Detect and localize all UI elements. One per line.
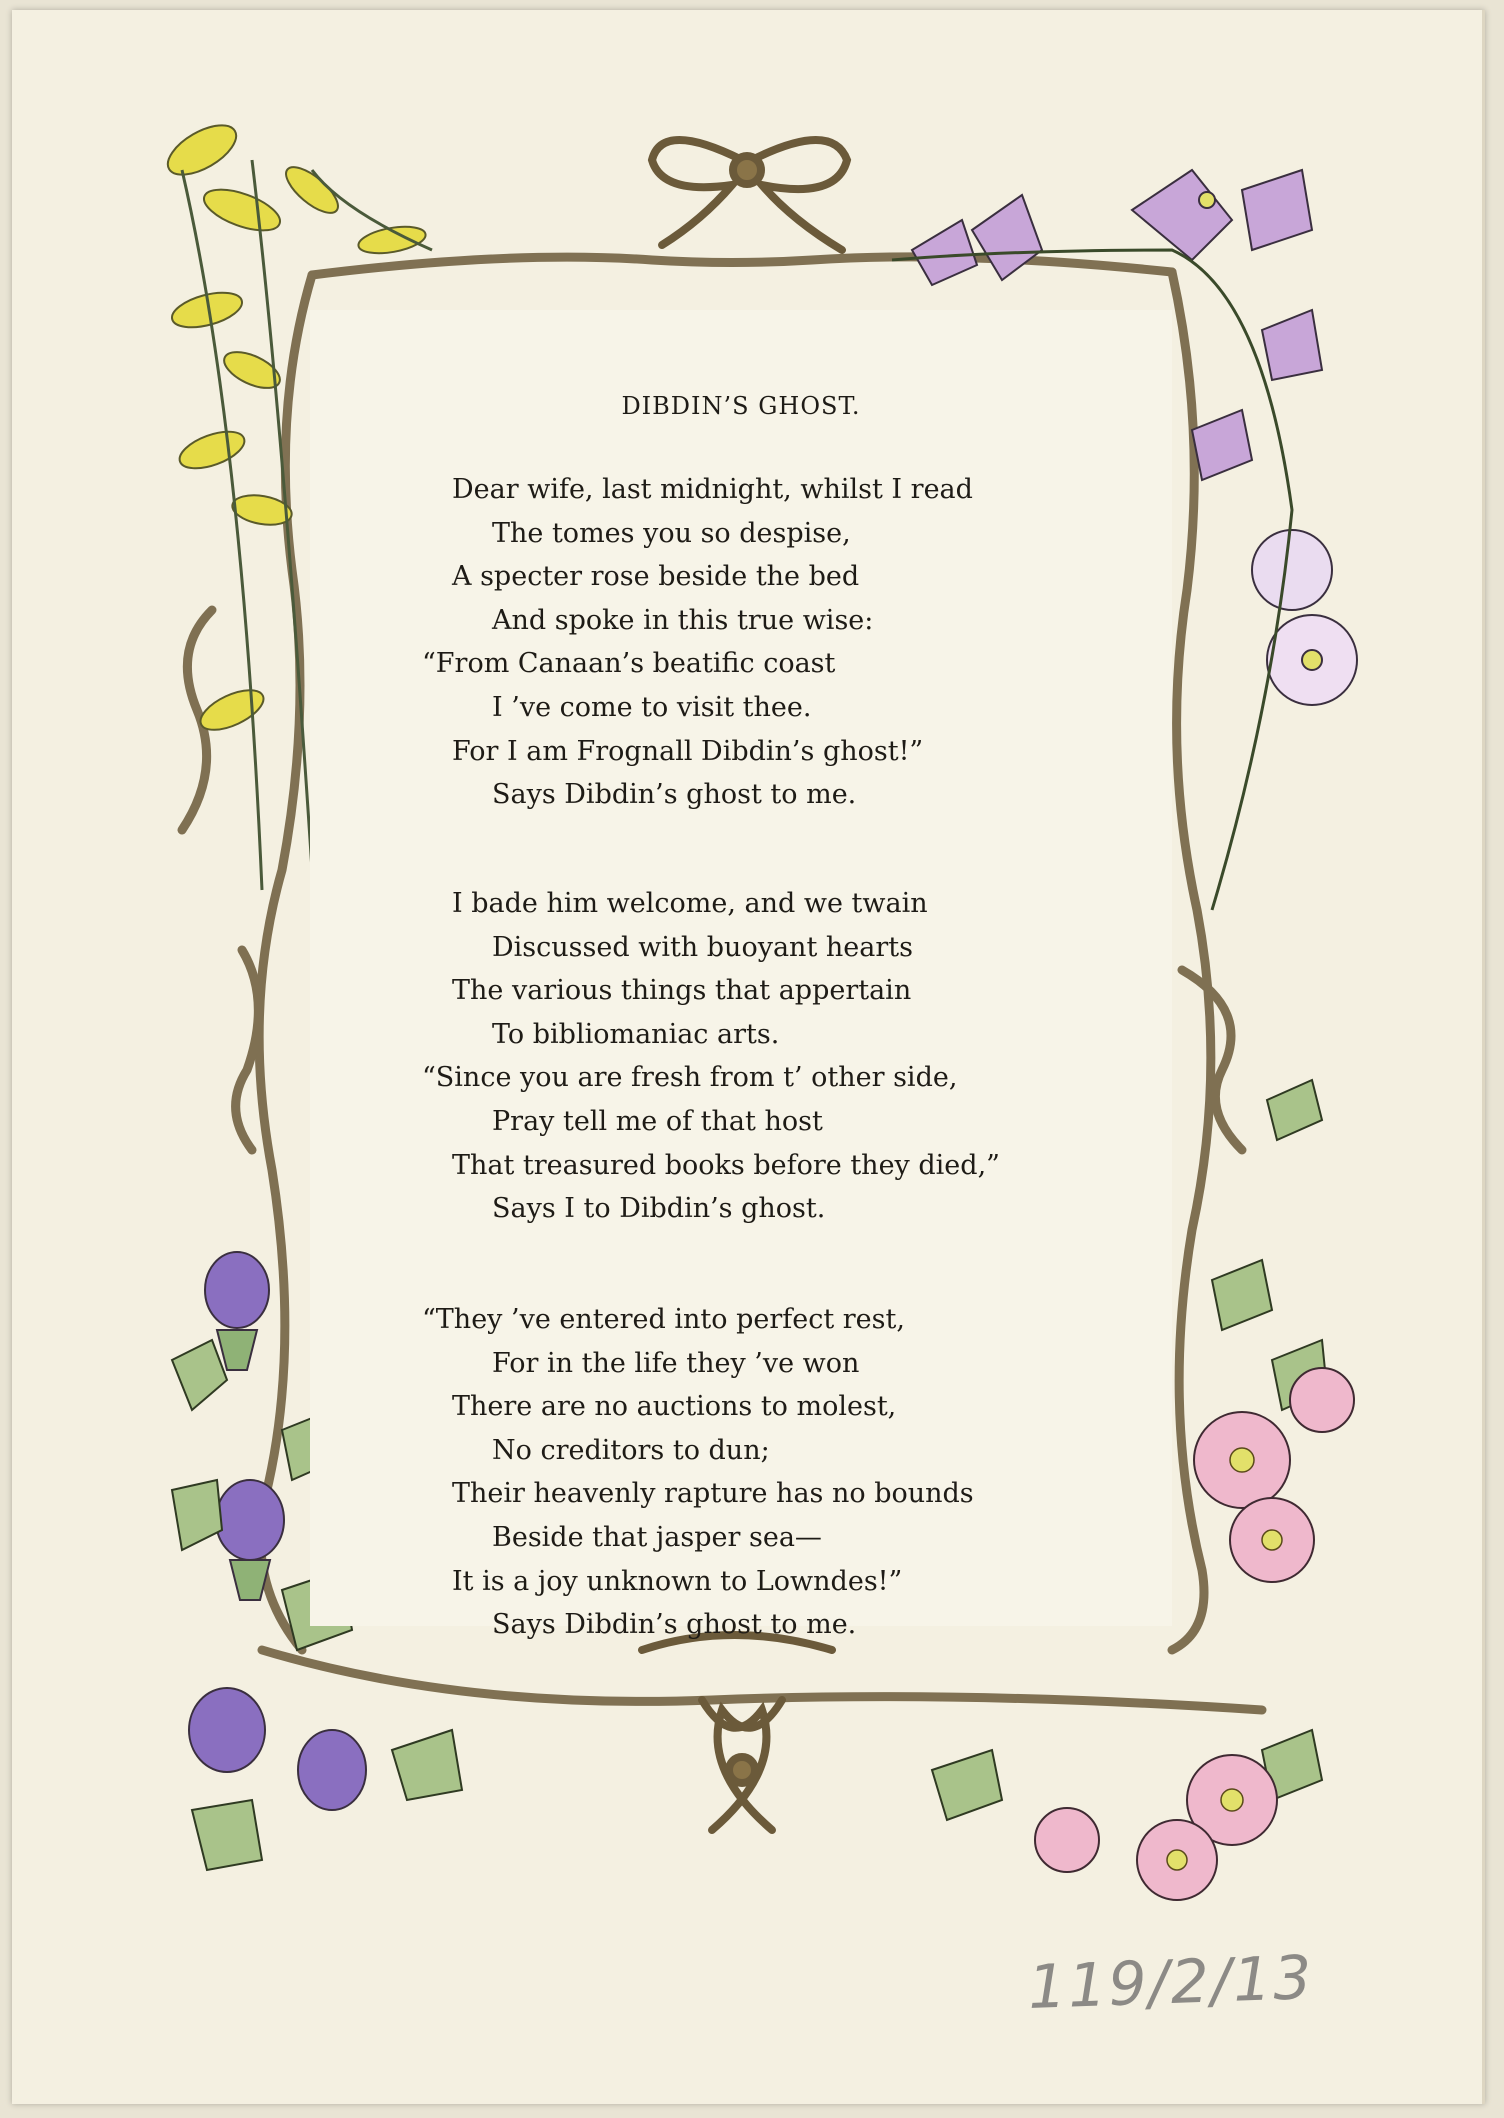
stanza-2: [422, 882, 1162, 1231]
poem-line: Says Dibdin’s ghost to me.: [492, 779, 857, 811]
poem-line: Their heavenly rapture has no bounds: [452, 1478, 974, 1510]
poem-line: “They ’ve entered into perfect rest,: [422, 1304, 905, 1335]
poem-line: Dear wife, last midnight, whilst I read: [452, 474, 973, 505]
poem-line: I bade him welcome, and we twain: [452, 888, 928, 919]
poem-line: For I am Frognall Dibdin’s ghost!”: [452, 735, 924, 767]
poem-line: No creditors to dun;: [492, 1434, 770, 1466]
poem-line: Discussed with buoyant hearts: [492, 931, 913, 963]
poem-line: For in the life they ’ve won: [492, 1347, 860, 1379]
poem-line: Pray tell me of that host: [492, 1105, 823, 1137]
book-page: [12, 10, 1485, 2104]
poem-line: That treasured books before they died,”: [452, 1149, 1000, 1181]
poem-line: I ’ve come to visit thee.: [492, 691, 812, 723]
poem-line: The various things that appertain: [452, 975, 912, 1007]
poem-line: Beside that jasper sea—: [492, 1521, 822, 1553]
poem-line: The tomes you so despise,: [492, 517, 851, 549]
stanza-3: [422, 1298, 1162, 1647]
poem-line: “From Canaan’s beatific coast: [422, 648, 836, 680]
poem-line: “Since you are fresh from t’ other side,: [422, 1062, 958, 1094]
poem-line: Says I to Dibdin’s ghost.: [492, 1193, 826, 1225]
top-ribbon-bow: [652, 140, 847, 250]
pencil-catalog-number: 119/2/13: [1026, 1943, 1315, 2023]
poem-line: And spoke in this true wise:: [492, 604, 874, 636]
poem-line: It is a joy unknown to Lowndes!”: [452, 1565, 903, 1597]
poem-title: DIBDIN’S GHOST.: [621, 392, 861, 420]
poem-line: There are no auctions to molest,: [452, 1391, 897, 1423]
poem-line: Says Dibdin’s ghost to me.: [492, 1609, 857, 1641]
poem-line: A specter rose beside the bed: [452, 561, 860, 593]
stanza-1: [422, 468, 1162, 817]
bottom-ribbon-knot: [642, 1635, 832, 1830]
poem-line: To bibliomaniac arts.: [492, 1018, 780, 1050]
